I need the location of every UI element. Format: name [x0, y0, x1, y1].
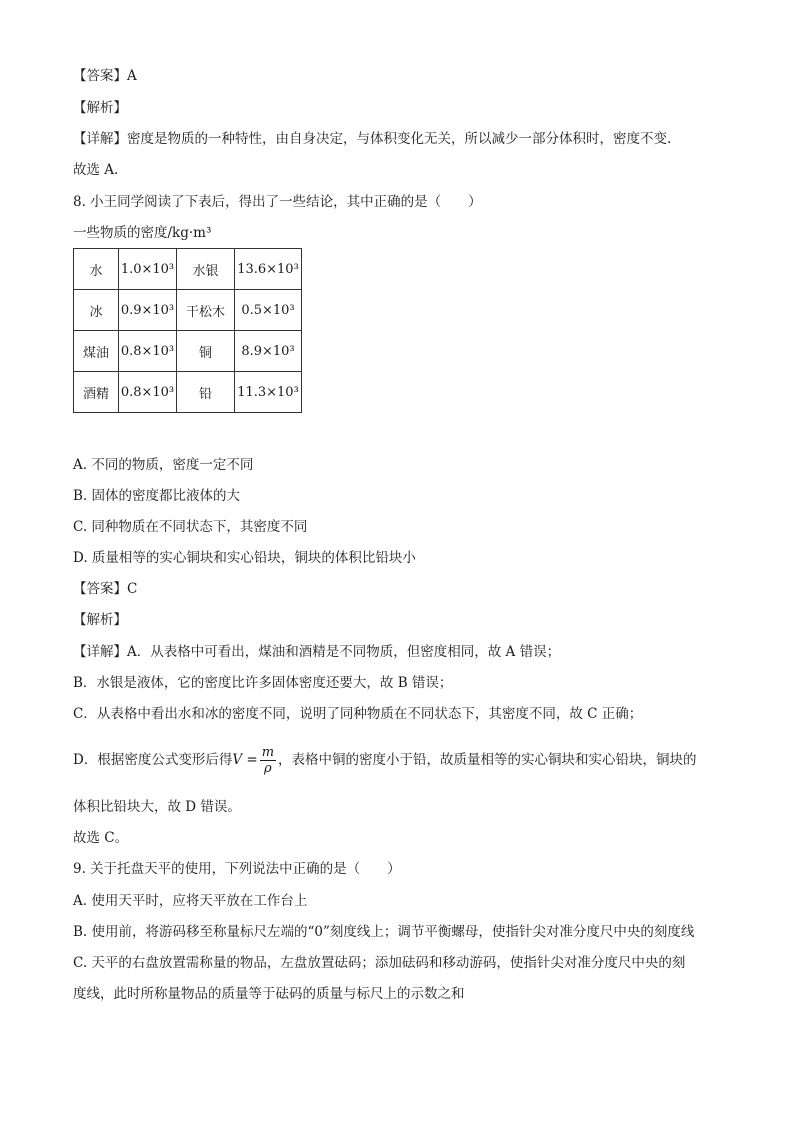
q9-option-c-continued: 度线，此时所称量物品的质量等于砝码的质量与标尺上的示数之和: [73, 986, 465, 1002]
table-cell: 铜: [177, 331, 235, 372]
table-cell: 铅: [177, 372, 235, 413]
q9-option-c: C. 天平的右盘放置需称量的物品，左盘放置砝码；添加砝码和移动游码，使指针尖对准分度尺中央的刻: [73, 955, 686, 971]
detail-d: [73, 740, 697, 780]
q9-option-a: A. 使用天平时，应将天平放在工作台上: [73, 893, 308, 909]
table-cell: 8.9×10³: [235, 331, 302, 372]
table-cell: 0.5×10³: [235, 290, 302, 331]
detail-a: 【详解】A．从表格中可看出，煤油和酒精是不同物质，但密度相同，故 A 错误；: [73, 644, 561, 660]
density-table: [73, 248, 302, 413]
q9-option-b: B. 使用前，将游码移至称量标尺左端的“0”刻度线上；调节平衡螺母，使指针尖对准分度尺中央的刻度线: [73, 924, 695, 940]
table-cell: 0.8×10³: [119, 372, 177, 413]
table-row: [74, 290, 302, 331]
table-cell: 煤油: [74, 331, 119, 372]
analysis-label: 【解析】: [73, 612, 127, 628]
answer-label: 【答案】A: [73, 68, 137, 84]
choice-text: 故选 C。: [73, 830, 129, 846]
table-cell: 11.3×10³: [235, 372, 302, 413]
detail-d-continued: 体积比铅块大，故 D 错误。: [73, 799, 241, 815]
detail-c: C．从表格中看出水和冰的密度不同，说明了同种物质在不同状态下，其密度不同，故 C 正确；: [73, 706, 643, 722]
table-row: [74, 249, 302, 290]
detail-d-prefix: D．根据密度公式变形后得: [73, 752, 233, 768]
answer-label: 【答案】C: [73, 581, 138, 597]
detail-b: B．水银是液体，它的密度比许多固体密度还要大，故 B 错误；: [73, 675, 453, 691]
table-cell: 0.9×10³: [119, 290, 177, 331]
formula-denominator: ρ: [264, 761, 272, 776]
formula-numerator: m: [261, 745, 275, 760]
table-cell: 水: [74, 249, 119, 290]
detail-text: 【详解】密度是物质的一种特性，由自身决定，与体积变化无关，所以减少一部分体积时，密度不变.: [73, 131, 672, 147]
option-b: B. 固体的密度都比液体的大: [73, 488, 241, 504]
density-formula: [260, 745, 276, 776]
table-cell: 酒精: [74, 372, 119, 413]
option-c: C. 同种物质在不同状态下，其密度不同: [73, 519, 308, 535]
analysis-label: 【解析】: [73, 100, 127, 116]
table-cell: 13.6×10³: [235, 249, 302, 290]
table-cell: 干松木: [177, 290, 235, 331]
choice-text: 故选 A.: [73, 162, 119, 178]
table-cell: 冰: [74, 290, 119, 331]
table-cell: 1.0×10³: [119, 249, 177, 290]
table-row: [74, 372, 302, 413]
table-row: [74, 331, 302, 372]
table-caption: 一些物质的密度/kg·m³: [73, 225, 212, 241]
question-9: 9. 关于托盘天平的使用，下列说法中正确的是（ ）: [73, 861, 401, 877]
question-8: 8. 小王同学阅读了下表后，得出了一些结论，其中正确的是（ ）: [73, 194, 482, 210]
table-cell: 水银: [177, 249, 235, 290]
table-cell: 0.8×10³: [119, 331, 177, 372]
option-d: D. 质量相等的实心铜块和实心铅块，铜块的体积比铅块小: [73, 550, 416, 566]
detail-d-suffix: ，表格中铜的密度小于铅，故质量相等的实心铜块和实心铅块，铜块的: [278, 752, 697, 768]
formula-variable: V =: [232, 752, 258, 768]
option-a: A. 不同的物质，密度一定不同: [73, 457, 254, 473]
